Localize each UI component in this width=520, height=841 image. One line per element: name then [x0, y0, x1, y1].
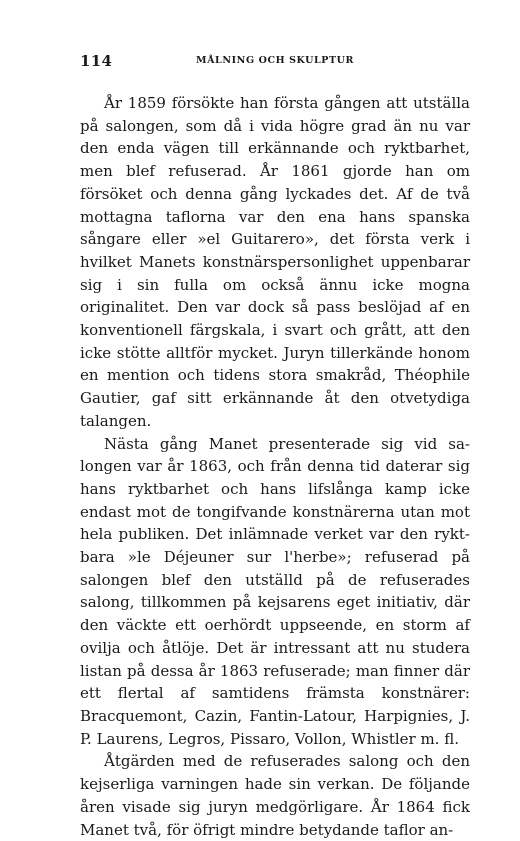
running-head: [80, 52, 470, 74]
paragraph: År 1859 försökte han första gången att utställa på salongen, som då i vida högre grad än nu var den enda vägen till erkännande och ryktbarhet, men blef refuserad. År 1861 gjorde han om försöket och denna gång lyckades det. Af de två mottagna taflorna var den ena hans spanska sångare eller »el Guitarero», det första verk i hvilket Manets konstnärspersonlighet uppenbarar sig i sin fulla om också ännu icke mogna originalitet. Den var dock så pass beslöjad af en konventionell färgskala, i svart och grått, att den icke stötte alltför mycket. Juryn tillerkände honom en mention och tidens stora smakråd, Théophile Gautier, gaf sitt erkännande åt den otvetydiga talangen.: [80, 94, 470, 430]
running-title: MÅLNING OCH SKULPTUR: [195, 55, 355, 66]
paragraph: Åtgärden med de refuserades salong och den kejserliga varningen hade sin verkan. De följande åren visade sig juryn medgörligare. År 1864 fick Manet två, för öfrigt mindre betydande taflor an-: [80, 752, 470, 839]
body-text: [80, 92, 470, 841]
book-page: [80, 52, 470, 841]
paragraph: Nästa gång Manet presenterade sig vid salongen var år 1863, och från denna tid daterar sig hans ryktbarhet och hans lifslånga kamp icke endast mot de tongifvande konstnärerna utan mot hela publiken. Det inlämnade verket var den ryktbara »le Déjeuner sur l'herbe»; refuserad på salongen blef den utställd på de refuserades salong, tillkommen på kejsarens eget initiativ, där den väckte ett oerhördt uppseende, en storm af ovilja och åtlöje. Det är intressant att nu studera listan på dessa år 1863 refuserade; man finner där ett flertal af samtidens främsta konstnärer: Bracquemont, Cazin, Fantin-Latour, Harpignies, J. P. Laurens, Legros, Pissaro, Vollon, Whistler m. fl.: [80, 434, 470, 748]
page-number: 114: [80, 52, 113, 70]
